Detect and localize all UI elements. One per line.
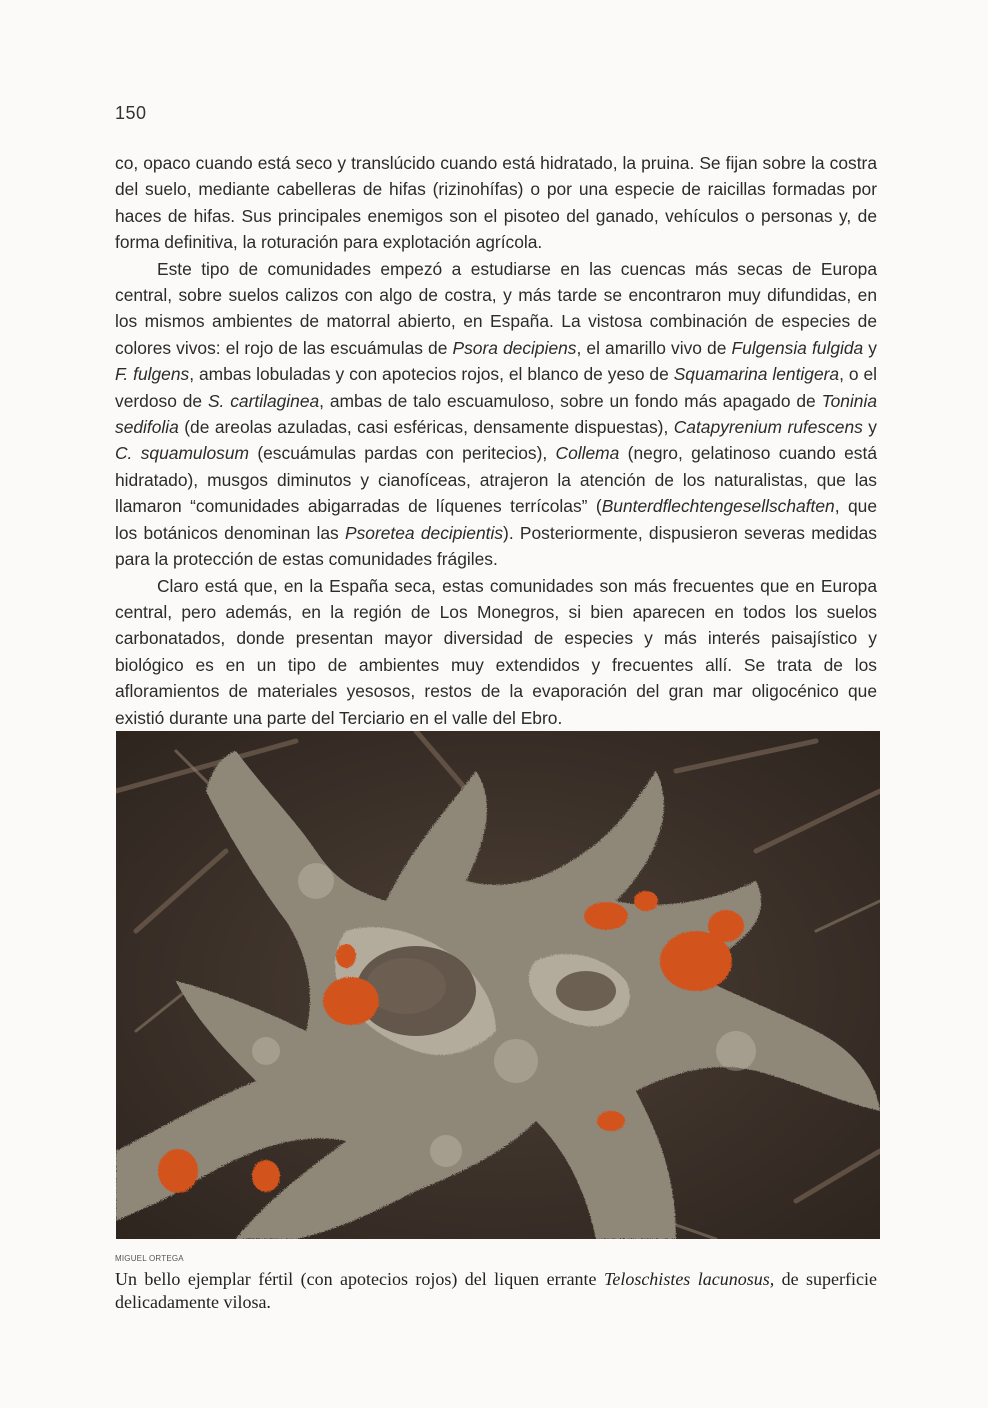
italic-text: C. squamulosum: [115, 443, 249, 464]
italic-text: Fulgensia fulgida: [731, 337, 864, 358]
italic-text: Toninia sedifolia: [115, 390, 878, 438]
photo-caption: [115, 1268, 877, 1314]
text-run: , ambas de talo escuamuloso, sobre un fondo más apagado de: [319, 390, 822, 411]
italic-text: Squamarina lentigera: [673, 364, 840, 385]
text-run: ). Posteriormente, dispusieron severas medidas para la protección de estas comunidades frágiles.: [115, 522, 877, 570]
photo-credit: MIGUEL ORTEGA: [115, 1254, 184, 1263]
italic-text: S. cartilaginea: [207, 390, 320, 411]
paragraph: [115, 150, 877, 256]
italic-text: Teloschistes lacunosus,: [603, 1269, 775, 1289]
lichen-photo-illustration: [116, 731, 880, 1239]
italic-text: Psoretea decipientis: [344, 522, 504, 543]
text-run: Claro está que, en la España seca, estas comunidades son más frecuentes que en Europa central, pero además, en la región de Los Monegros, si bien aparecen en todos los suelos carbonatados, donde presentan mayor diversidad de especies y más interés paisajístico y biológico es en un tipo de ambientes muy extendidos y frecuentes allí. Se trata de los afloramientos de materiales yesosos, restos de la evaporación del gran mar oligocénico que existió durante una parte del Terciario en el valle del Ebro.: [115, 575, 877, 728]
text-run: , ambas lobuladas y con apotecios rojos, el blanco de yeso de: [189, 364, 674, 385]
text-run: , o el verdoso de: [115, 364, 877, 411]
text-run: de superficie delicadamente vilosa.: [115, 1269, 878, 1312]
text-run: Este tipo de comunidades empezó a estudiarse en las cuencas más secas de Europa central, sobre suelos calizos con algo de costra, y más tarde se encontraron muy difundidas, en los mismos ambientes de matorral abierto, en España. La vistosa combinación de especies de colores vivos: el rojo de las escuámulas de: [115, 258, 877, 358]
text-run: , el amarillo vivo de: [576, 337, 732, 358]
text-run: y: [863, 337, 877, 358]
text-run: co, opaco cuando está seco y translúcido cuando está hidratado, la pruina. Se fijan sobre la costra del suelo, mediante cabelleras de hifas (rizinohífas) o por una especie de raicillas formadas por haces de hifas. Sus principales enemigos son el pisoteo del ganado, vehículos o personas y, de forma definitiva, la roturación para explotación agrícola.: [115, 153, 877, 253]
italic-text: F. fulgens: [115, 364, 190, 385]
text-run: y: [862, 417, 877, 438]
italic-text: Catapyrenium rufescens: [673, 417, 863, 438]
text-run: (de areolas azuladas, casi esféricas, densamente dispuestas),: [178, 417, 674, 438]
paragraph: [115, 573, 877, 731]
paragraph: [115, 256, 877, 573]
text-run: (escuámulas pardas con peritecios),: [249, 443, 556, 464]
page-number: 150: [115, 103, 147, 123]
body-text: [115, 150, 877, 731]
lichen-photo: [116, 731, 880, 1239]
italic-text: Psora decipiens: [452, 337, 577, 358]
text-run: Un bello ejemplar fértil (con apotecios rojos) del liquen errante: [115, 1269, 604, 1289]
text-run: (negro, gelatinoso cuando está hidratado), musgos diminutos y cianofíceas, atrajeron la atención de los naturalistas, que las llamaron “comunidades abigarradas de líquenes terrícolas” (: [115, 443, 878, 517]
text-run: , que los botánicos denominan las: [115, 496, 877, 543]
italic-text: Collema: [555, 443, 620, 464]
italic-text: Bunterdflechtengesellschaften: [601, 496, 835, 517]
